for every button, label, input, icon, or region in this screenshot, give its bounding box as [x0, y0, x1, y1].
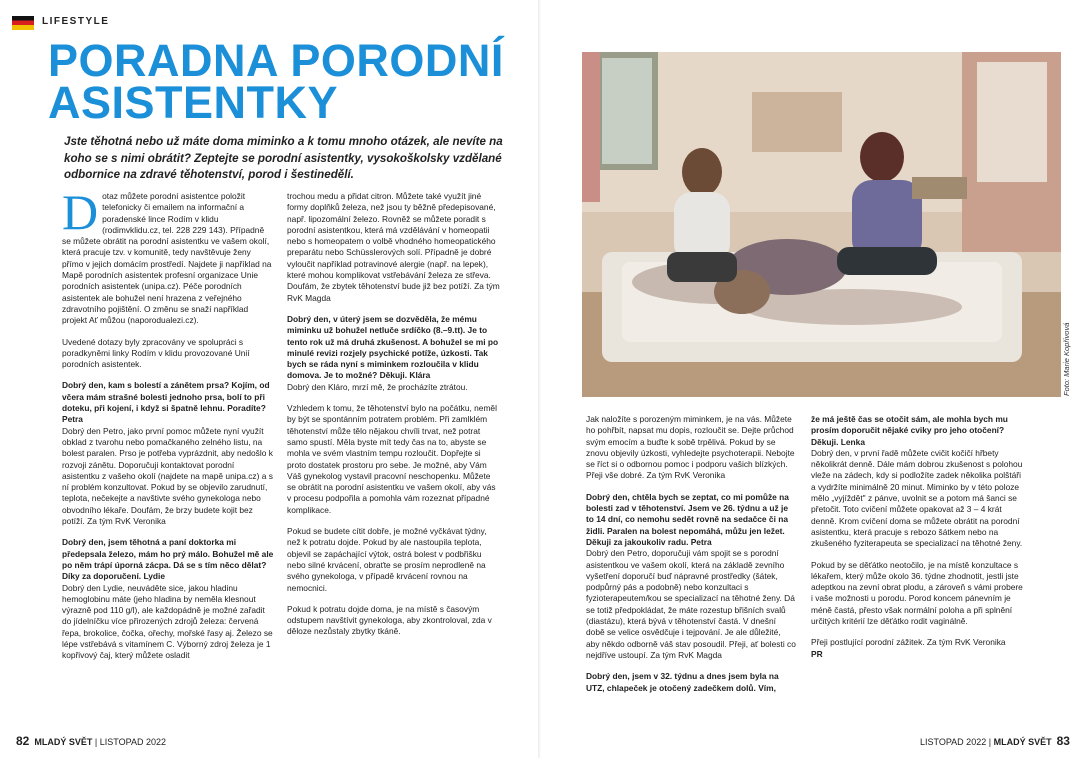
sign-off: Přeji postlující porodní zážitek. Za tým RvK Veronika — [811, 637, 1006, 648]
folio-separator: | — [988, 737, 992, 747]
drop-cap: D — [62, 184, 99, 240]
question-text: Dobrý den, chtěla bych se zeptat, co mi pomůže na bolesti zad v těhotenství. Jsem ve 26. týdnu a už je to 14 dní, co nemohu sedět rovně na sedačce či na židli. Paralen na bolest nepomáhá, můžu jen ležet. Děkuji za jakoukoliv radu. Petra — [586, 491, 789, 547]
folio-right — [920, 734, 1070, 748]
magazine-flag-icon — [12, 16, 34, 30]
photo-credit: Foto: Marie Kopřivová — [1062, 322, 1071, 396]
answer-paragraph: Pokud by se děťátko neotočilo, je na místě konzultace s lékařem, který může okolo 36. týdne zhodnotit, jestli jste adeptkou na zevní obrat plodu, a zároveň s vámi probere i vaše možnosti u porodu. Porod koncem pánevním je méně častá, přesto však normální poloha a při splnění určitých kritérií lze děťátko rodit vaginálně. — [811, 559, 1023, 627]
answer-paragraph: Jak naložíte s porozeným miminkem, je na vás. Můžete ho pohřbít, napsat mu dopis, rozloučit se. Dejte průchod svým emocím a buďte k sobě trpělivá. Pokud by se znovu objevily úzkosti, vyhledejte psychoterapii. Nebojte se říct si o odbornou pomoc i podporu vašich blízkých. Přeji vše dobré. Za tým RvK Veronika — [586, 414, 795, 481]
answer-text: Dobrý den, v první řadě můžete cvičit kočičí hřbety několikrát denně. Dále mám dobrou zkušenost s polohou vleže na zádech, kdy si podložíte zadek několika polštáři a vydržíte minimálně 20 minut. Miminko by v této poloze mělo „vyjíždět" z pánve, uvolnit se a potom má šanci se přetočit. Toto cvičení můžete opakovat až 3 – 4 krát denně. Krom cvičení doma se můžete obrátit na porodní asistentku, která pracuje s rebozo šátkem nebo na zkušeného fyziterapeuta se specializací na těhotné ženy. — [811, 447, 1023, 549]
page-number: 82 — [16, 734, 30, 748]
issue-date: LISTOPAD 2022 — [99, 737, 166, 747]
issue-date: LISTOPAD 2022 — [920, 737, 987, 747]
answer-text: Dobrý den Lydie, neuváděte sice, jakou hladinu hemoglobinu máte (jeho hladina by neměla klesnout výrazně pod 110 g/l), ale každopádně je možné zařadit do jídelníčku více přirozených zdrojů železa: červená řepa, brokolice, čočka, ořechy, mořské řasy aj. Železo se lépe vstřebává s vitamínem C. Výborný zdroj železa je 1 kopřivový čaj, který můžete osladit — [62, 582, 273, 661]
magazine-name: MLADÝ SVĚT — [34, 737, 93, 747]
answer-paragraph: Vzhledem k tomu, že těhotenství bylo na počátku, neměl by být se spontánním potratem problém. Při zamlklém těhotenství může tělo nějakou chvíli trvat, než potrat samo spustí. Měla byste mít tedy čas na to, abyste se mohla ve svém vlastním tempu rozloučit. Dopřejte si proto dostatek prostoru pro sebe. Je možné, aby Vám Váš gynekolog vystavil pracovní neschopenku. Můžete se obrátit na porodní asistentku ve vašem okolí, aby vás v procesu podpořila a pomohla vám rozeznat případné komplikace. — [287, 403, 497, 515]
answer-text: Dobrý den Petro, jako první pomoc můžete nyní využít obklad z tvarohu nebo pomačkaného zelného listu, na bolest paralen. Prso je potřeba vyprázdnit, aby nedošlo k rozvoji zánětu. Doporučuji kontaktovat porodní asistentku z vašeho okolí (najdete na mapě unipa.cz) a s ní problém konzultovat. Pokud by se objevilo zarudnutí, teplota, nečekejte a navštivte svého gynekologa nebo obvodního lékaře. Doufám, že brzy budete kojit bez potíží. Za tým RvK Veronika — [62, 425, 273, 527]
article-photo — [582, 52, 1061, 397]
section-label: LIFESTYLE — [42, 16, 110, 27]
answer-paragraph — [811, 637, 1025, 660]
intro-text: otaz můžete porodní asistentce položit telefonicky či emailem na informační a poradenské lince Rodím v klidu (rodimvklidu.cz, tel. 228 229 143). Případně se můžete obrátit na porodní asistentku ve vašem okolí, která pracuje tzv. v komunitě, tedy navštěvuje ženy přímo v jejich domácím prostředí. Najdete ji například na Mapě porodních asistentek profesní organizace Unie porodních asistentek (unipa.cz). Péče porodních asistentek ale bohužel není hrazena z veřejného zdravotního pojištění. O změnu se snaží například projekt Ať můžou (naporodualezi.cz). — [62, 191, 272, 326]
question-paragraph — [586, 671, 796, 694]
answer-text: Dobrý den Petro, doporučuji vám spojit se s porodní asistentkou ve vašem okolí, která na základě zevního vyšetření doporučí buď nápravné prostředky (šátek, podpůrný pás a podobně) nebo konzultaci s fyzioterapeutem/kou se specializací na těhotné ženy. Dá se totiž předpokládat, že máte rozestup břišních svalů (diastázu), která bývá v těhotenství častá. V dnešní době se velice osvědčuje i tejpování. Je ale důležité, aby někdo odborně váš stav posoudil. Přeji, ať bolesti co nejdříve ustoupí. Za tým RvK Magda — [586, 548, 796, 660]
question-paragraph — [586, 492, 796, 661]
note-paragraph: Uvedené dotazy byly zpracovány ve spolupráci s poradkyněmi linky Rodím v klidu provozované Unií porodních asistentek. — [62, 336, 250, 370]
answer-paragraph: Pokud se budete cítit dobře, je možné vyčkávat týdny, než k potratu dojde. Pokud by ale nastoupila teplota, objevil se zapáchající výtok, ostrá bolest v podbřišku nebo silné krvácení, obraťte se prosím neprodleně na svého gynekologa, v případě krvácení rovnou na nemocnici. — [287, 526, 487, 593]
title-line-2: ASISTENTKY — [48, 77, 339, 128]
question-text: Dobrý den, kam s bolestí a zánětem prsa? Kojím, od včera mám strašné bolesti jednoho prsa, bolí to při doteku, při kojení, i když si špatně lehnu. Poradíte? Petra — [62, 380, 270, 425]
article-lead: Jste těhotná nebo už máte doma miminko a k tomu mnoho otázek, ale nevíte na koho se s nimi obrátit? Zeptejte se porodní asistentky, vysokoškolsky vzdělané odbornice na zdravé těhotenství, porod i šestinedělí. — [64, 135, 503, 181]
question-text: Dobrý den, jsem v 32. týdnu a dnes jsem byla na UTZ, chlapeček je otočený zadečkem dolů. Vím, — [586, 671, 779, 693]
column-3 — [586, 414, 796, 704]
intro-paragraph — [62, 184, 274, 327]
question-paragraph — [62, 380, 274, 527]
question-paragraph — [287, 314, 501, 393]
page-number: 83 — [1056, 734, 1070, 748]
question-paragraph — [811, 414, 1025, 550]
question-text: Dobrý den, v úterý jsem se dozvěděla, že mému miminku už bohužel netluče srdíčko (8.–9.tt). Je to tento rok už má druhá zkušenost. A bohužel se mi po minulé revizi rozjely psychické potíže, úzkosti. Tak bych se ráda nyní s miminkem rozloučila v klidu domova. Je to možné? Děkuji. Klára — [287, 313, 499, 381]
answer-paragraph: Pokud k potratu dojde doma, je na místě s časovým odstupem navštívit gynekologa, aby zkontroloval, zda v děloze nezůstaly zbytky tkáně. — [287, 603, 492, 637]
folio-left — [16, 734, 166, 748]
column-2 — [287, 191, 501, 648]
folio-separator: | — [94, 737, 98, 747]
answer-text: Dobrý den Kláro, mrzí mě, že procházíte ztrátou. — [287, 381, 468, 392]
question-paragraph — [62, 537, 274, 661]
article-title — [48, 35, 518, 128]
question-text: že má ještě čas se otočit sám, ale mohla bych mu prosím doporučit nějaké cviky pro jeho otočení? Děkuji. Lenka — [811, 414, 1008, 447]
magazine-name: MLADÝ SVĚT — [993, 737, 1052, 747]
title-line-1: PORADNA PORODNÍ — [48, 35, 504, 86]
photo-illustration — [582, 52, 1061, 397]
column-1 — [62, 184, 274, 672]
question-text: Dobrý den, jsem těhotná a paní doktorka mi předepsala železo, mám ho prý málo. Bohužel mě ale po něm trápí úporná zácpa. Dá se s tím něco dělat? Díky za doporučení. Lydie — [62, 537, 274, 582]
author-initials: PR — [811, 648, 823, 659]
column-4 — [811, 414, 1025, 670]
answer-paragraph: trochou medu a přidat citron. Můžete také využít jiné formy doplňků železa, než jsou ty běžně předepisované, např. lipozomální železo. Rovněž se můžete poradit s porodní asistentkou, která má vzdělávání v homeopatii nebo s homeopatem o volbě vhodného homeopatického preparátu nebo Schüsslerových solí. Případně je dobré vyloučit například potravinové alergie (např. na lepek), které mohou komplikovat vstřebávání železa ze střeva. Doufám, že zbytek těhotenství bude již bez potíží. Za tým RvK Magda — [287, 191, 500, 303]
